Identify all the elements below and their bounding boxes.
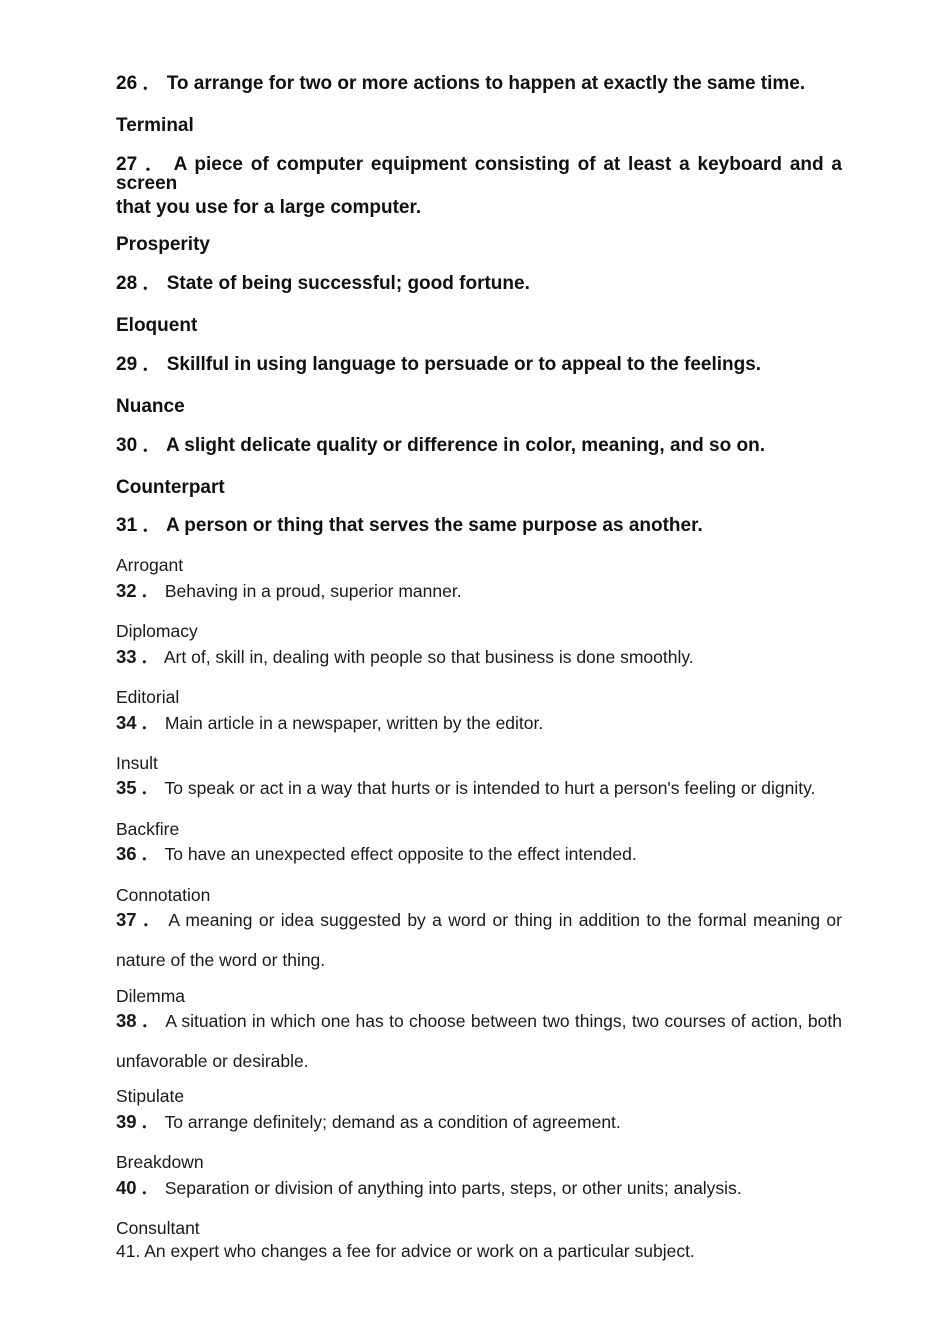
term-diplomacy: Diplomacy: [116, 621, 198, 641]
term-nuance: Nuance: [116, 396, 185, 417]
term-dilemma: Dilemma: [116, 986, 186, 1006]
entry-number: 31: [116, 515, 138, 536]
entry-definition: To have an unexpected effect opposite to the effect intended.: [164, 844, 637, 864]
entry-number: 29: [116, 354, 138, 375]
definition-40: [116, 1179, 742, 1198]
definition-30: [116, 436, 765, 455]
entry-definition: A piece of computer equipment consisting of at least a keyboard and a screen: [116, 154, 842, 194]
entry-definition: Behaving in a proud, superior manner.: [164, 581, 462, 601]
definition-32: [116, 582, 462, 601]
entry-separator: ．: [142, 909, 163, 930]
term-breakdown: Breakdown: [116, 1152, 204, 1172]
entry-number: 37: [116, 909, 137, 930]
entry-definition: A person or thing that serves the same purpose as another.: [166, 515, 703, 536]
definition-31: [116, 516, 703, 535]
term-arrogant: Arrogant: [116, 555, 184, 575]
entry-separator: ．: [144, 154, 167, 175]
entry-number: 30: [116, 435, 138, 456]
entry-definition: Art of, skill in, dealing with people so that business is done smoothly.: [163, 647, 694, 667]
entry-separator: ．: [141, 1177, 160, 1198]
definition-28: [116, 274, 530, 293]
entry-number: 27: [116, 154, 138, 175]
entry-definition: To arrange for two or more actions to happen at exactly the same time.: [166, 73, 806, 94]
definition-39: [116, 1113, 621, 1132]
definition-34: [116, 714, 543, 733]
entry-number: 32: [116, 580, 137, 601]
entry-number: 33: [116, 646, 137, 667]
term-editorial: Editorial: [116, 687, 180, 707]
entry-number: 35: [116, 777, 137, 798]
entry-definition: State of being successful; good fortune.: [166, 273, 530, 294]
term-stipulate: Stipulate: [116, 1086, 185, 1106]
entry-definition: A slight delicate quality or difference in color, meaning, and so on.: [166, 435, 765, 456]
definition-41: 41. An expert who changes a fee for advice or work on a particular subject.: [116, 1241, 695, 1261]
entry-definition: A situation in which one has to choose between two things, two courses of action, both: [165, 1011, 842, 1031]
entry-separator: ．: [141, 1111, 160, 1132]
entry-definition: Skillful in using language to persuade or to appeal to the feelings.: [166, 354, 762, 375]
term-terminal: Terminal: [116, 115, 194, 136]
entry-number: 26: [116, 73, 138, 94]
definition-27: [116, 155, 842, 193]
definition-35: [116, 779, 815, 798]
entry-separator: ．: [141, 843, 160, 864]
entry-separator: ．: [141, 1010, 161, 1031]
term-insult: Insult: [116, 753, 158, 773]
definition-37: [116, 911, 842, 930]
entry-definition: To speak or act in a way that hurts or is intended to hurt a person's feeling or dignity.: [164, 778, 816, 798]
entry-separator: ．: [142, 73, 162, 94]
entry-definition: Separation or division of anything into parts, steps, or other units; analysis.: [164, 1178, 742, 1198]
entry-separator: ．: [141, 712, 160, 733]
definition-36: [116, 845, 637, 864]
definition-38: [116, 1012, 842, 1031]
entry-definition: A meaning or idea suggested by a word or thing in addition to the formal meaning or: [168, 910, 842, 930]
entry-number: 39: [116, 1111, 137, 1132]
entry-definition: To arrange definitely; demand as a condition of agreement.: [164, 1112, 621, 1132]
entry-number: 34: [116, 712, 137, 733]
entry-number: 28: [116, 273, 138, 294]
entry-separator: ．: [141, 580, 160, 601]
entry-number: 40: [116, 1177, 137, 1198]
definition-26: [116, 74, 805, 93]
definition-37-continued: nature of the word or thing.: [116, 950, 326, 970]
entry-separator: ．: [142, 515, 162, 536]
entry-separator: ．: [142, 273, 162, 294]
term-eloquent: Eloquent: [116, 315, 198, 336]
term-backfire: Backfire: [116, 819, 180, 839]
term-consultant: Consultant: [116, 1218, 200, 1238]
term-connotation: Connotation: [116, 885, 211, 905]
entry-separator: ．: [141, 777, 160, 798]
term-counterpart: Counterpart: [116, 477, 225, 498]
definition-38-continued: unfavorable or desirable.: [116, 1051, 309, 1071]
definition-27-continued: that you use for a large computer.: [116, 197, 422, 218]
entry-separator: ．: [142, 354, 162, 375]
entry-number: 38: [116, 1010, 137, 1031]
term-prosperity: Prosperity: [116, 234, 210, 255]
entry-separator: ．: [142, 435, 162, 456]
definition-33: [116, 648, 694, 667]
definition-29: [116, 355, 761, 374]
entry-number: 36: [116, 843, 137, 864]
entry-separator: ．: [141, 646, 160, 667]
entry-definition: Main article in a newspaper, written by the editor.: [164, 713, 544, 733]
